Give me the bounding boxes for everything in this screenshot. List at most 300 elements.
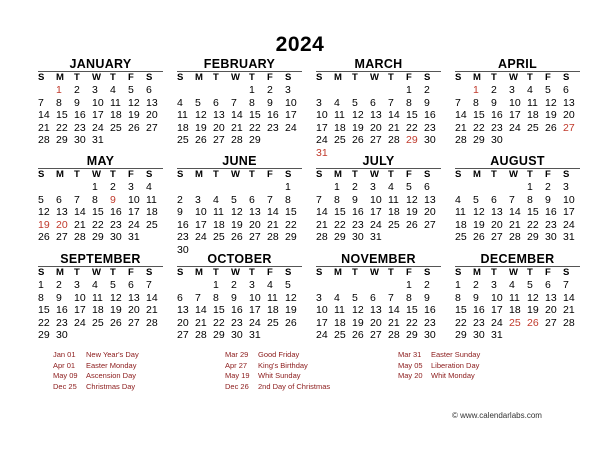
day-cell: 18 [177, 121, 189, 134]
holiday-item [225, 361, 330, 372]
weekday-label: S [38, 169, 45, 180]
day-cell: 31 [563, 231, 575, 243]
day-cell: 24 [316, 329, 328, 341]
day-grid [38, 279, 163, 342]
day-cell: 23 [110, 218, 122, 231]
day-cell: 15 [285, 206, 297, 218]
empty-cell [177, 181, 195, 194]
day-cell: 1 [473, 84, 479, 96]
day-cell: 6 [146, 84, 152, 96]
day-cell: 18 [92, 304, 104, 316]
day-cell: 29 [249, 134, 261, 146]
day-cell: 4 [388, 181, 394, 193]
weekday-label: F [128, 267, 134, 278]
day-cell: 1 [56, 84, 62, 96]
day-cell: 14 [195, 304, 207, 316]
day-cell: 16 [352, 206, 364, 218]
day-cell: 4 [509, 279, 515, 291]
day-cell: 30 [352, 231, 364, 243]
holiday-date: Mar 29 [225, 350, 249, 359]
day-cell: 27 [370, 329, 382, 341]
day-cell: 9 [267, 96, 273, 109]
day-cell: 9 [424, 291, 430, 304]
day-cell: 28 [74, 231, 86, 243]
month-december [455, 252, 580, 342]
holiday-date: Jan 01 [53, 350, 76, 359]
day-cell: 11 [527, 96, 538, 109]
holiday-item [225, 371, 330, 382]
day-cell: 24 [74, 316, 86, 329]
holiday-date: May 05 [398, 360, 423, 370]
day-cell: 8 [527, 193, 533, 206]
day-cell: 21 [316, 218, 328, 231]
month-name: JULY [362, 154, 395, 168]
day-cell: 28 [316, 231, 328, 243]
day-cell: 20 [370, 316, 382, 329]
day-cell: 19 [406, 206, 418, 218]
empty-cell [213, 84, 231, 97]
weekday-label: T [74, 267, 80, 278]
day-cell: 17 [370, 206, 382, 218]
day-cell: 22 [285, 218, 297, 231]
day-cell: 3 [92, 84, 98, 96]
day-cell: 12 [38, 206, 50, 218]
day-cell: 30 [424, 329, 436, 341]
empty-cell [231, 181, 249, 194]
weekday-header [316, 169, 441, 181]
holiday-date: Apr 27 [225, 360, 248, 370]
day-cell: 13 [370, 109, 382, 121]
weekday-label: T [110, 169, 116, 180]
day-cell: 29 [527, 231, 539, 243]
weekday-label: F [406, 169, 412, 180]
day-cell: 14 [563, 291, 575, 304]
weekday-label: W [92, 72, 101, 83]
day-cell: 13 [213, 109, 225, 121]
day-cell: 16 [267, 109, 279, 121]
day-cell: 10 [563, 193, 575, 206]
day-cell: 6 [424, 181, 430, 193]
empty-cell [74, 181, 92, 194]
day-cell: 5 [38, 193, 44, 206]
day-cell: 4 [146, 181, 152, 193]
day-cell: 16 [74, 109, 86, 121]
month-name: MARCH [354, 57, 403, 71]
day-cell: 23 [74, 121, 86, 134]
day-cell: 3 [195, 193, 201, 206]
day-cell: 21 [509, 218, 521, 231]
day-cell: 22 [455, 316, 467, 329]
weekday-label: S [285, 267, 292, 278]
day-cell: 25 [177, 134, 189, 146]
day-cell: 23 [424, 316, 436, 329]
weekday-header [316, 267, 441, 279]
empty-cell [56, 181, 74, 194]
day-cell: 19 [231, 218, 243, 231]
holiday-date: Apr 01 [53, 360, 76, 370]
day-cell: 27 [370, 134, 382, 146]
day-cell: 24 [92, 121, 104, 134]
day-cell: 3 [285, 84, 291, 96]
day-cell: 21 [146, 304, 158, 316]
month-september [38, 252, 163, 342]
day-cell: 21 [74, 218, 86, 231]
day-cell: 29 [92, 231, 104, 243]
day-cell: 18 [334, 121, 346, 134]
day-cell: 14 [146, 291, 158, 304]
day-cell: 30 [231, 329, 243, 341]
day-cell: 21 [455, 121, 467, 134]
day-cell: 20 [213, 121, 225, 134]
day-cell: 2 [473, 279, 479, 291]
empty-cell [195, 181, 213, 194]
day-cell: 13 [545, 291, 557, 304]
day-cell: 30 [545, 231, 557, 243]
day-cell: 7 [455, 96, 461, 109]
holiday-date: Dec 25 [53, 381, 77, 391]
day-cell: 12 [195, 109, 207, 121]
day-cell: 15 [249, 109, 261, 121]
month-april [455, 57, 580, 147]
day-cell: 8 [406, 291, 412, 304]
day-cell: 4 [213, 193, 219, 206]
weekday-header [455, 267, 580, 279]
day-cell: 14 [38, 109, 50, 121]
weekday-label: W [509, 72, 518, 83]
month-name: DECEMBER [480, 252, 555, 266]
day-grid [177, 181, 302, 256]
day-cell: 1 [38, 279, 44, 291]
day-cell: 25 [334, 329, 346, 341]
day-cell: 8 [285, 193, 291, 206]
weekday-label: S [316, 267, 323, 278]
day-cell: 8 [249, 96, 255, 109]
day-cell: 23 [231, 316, 243, 329]
day-cell: 14 [74, 206, 86, 218]
day-cell: 26 [110, 316, 122, 329]
day-cell: 6 [545, 279, 551, 291]
weekday-label: T [352, 72, 358, 83]
empty-cell [334, 279, 352, 292]
day-cell: 21 [231, 121, 243, 134]
day-cell: 31 [491, 329, 503, 341]
day-cell: 1 [334, 181, 340, 193]
weekday-header [38, 72, 163, 84]
day-cell: 14 [388, 304, 400, 316]
day-cell: 20 [56, 218, 68, 231]
day-cell: 4 [177, 96, 183, 109]
day-cell: 25 [92, 316, 104, 329]
empty-cell [352, 84, 370, 97]
day-cell: 15 [334, 206, 346, 218]
day-cell: 23 [545, 218, 557, 231]
day-cell: 26 [128, 121, 140, 134]
day-cell: 27 [146, 121, 158, 134]
day-cell: 28 [388, 329, 400, 341]
day-cell: 22 [527, 218, 539, 231]
weekday-label: F [545, 267, 551, 278]
day-grid [455, 279, 580, 342]
day-cell: 9 [231, 291, 237, 304]
day-cell: 22 [92, 218, 104, 231]
day-cell: 4 [527, 84, 533, 96]
day-cell: 22 [249, 121, 261, 134]
day-cell: 16 [545, 206, 557, 218]
holiday-name: Whit Sunday [258, 371, 301, 380]
day-cell: 30 [491, 134, 503, 146]
day-cell: 24 [563, 218, 575, 231]
day-cell: 16 [110, 206, 122, 218]
weekday-label: M [473, 169, 481, 180]
day-cell: 11 [509, 291, 520, 304]
day-cell: 11 [146, 193, 157, 206]
day-cell: 26 [473, 231, 485, 243]
day-cell: 27 [56, 231, 68, 243]
weekday-label: S [38, 267, 45, 278]
day-cell: 13 [563, 96, 575, 109]
day-cell: 29 [455, 329, 467, 341]
day-grid [177, 279, 302, 342]
day-grid [316, 181, 441, 244]
day-cell: 26 [285, 316, 297, 329]
day-cell: 1 [92, 181, 98, 193]
empty-cell [195, 279, 213, 292]
weekday-label: W [509, 169, 518, 180]
month-name: OCTOBER [207, 252, 272, 266]
day-cell: 14 [316, 206, 328, 218]
weekday-header [38, 267, 163, 279]
day-cell: 19 [473, 218, 485, 231]
weekday-label: T [249, 72, 255, 83]
day-cell: 24 [509, 121, 521, 134]
day-cell: 23 [177, 231, 189, 243]
holiday-item [225, 382, 330, 393]
day-cell: 28 [563, 316, 575, 329]
day-cell: 7 [563, 279, 569, 291]
day-cell: 14 [509, 206, 521, 218]
day-cell: 5 [128, 84, 134, 96]
day-cell: 31 [92, 134, 104, 146]
day-cell: 10 [370, 193, 382, 206]
day-grid [316, 279, 441, 342]
month-june [177, 154, 302, 256]
day-cell: 29 [406, 329, 418, 341]
holiday-date: Mar 31 [398, 350, 422, 359]
weekday-header [455, 169, 580, 181]
day-cell: 7 [316, 193, 322, 206]
day-cell: 1 [527, 181, 533, 193]
day-cell: 11 [110, 96, 121, 109]
day-cell: 19 [545, 109, 557, 121]
weekday-label: F [267, 169, 273, 180]
day-cell: 23 [473, 316, 485, 329]
day-cell: 26 [38, 231, 50, 243]
day-cell: 8 [334, 193, 340, 206]
day-cell: 12 [406, 193, 418, 206]
day-cell: 13 [491, 206, 503, 218]
month-name: SEPTEMBER [60, 252, 141, 266]
day-cell: 19 [128, 109, 140, 121]
day-cell: 30 [177, 243, 189, 256]
weekday-label: W [231, 169, 240, 180]
day-cell: 7 [195, 291, 201, 304]
holiday-name: Easter Sunday [431, 350, 481, 359]
weekday-label: S [455, 267, 462, 278]
day-cell: 29 [334, 231, 346, 243]
weekday-label: S [177, 72, 184, 83]
day-cell: 24 [316, 134, 328, 146]
day-cell: 8 [92, 193, 98, 206]
empty-cell [316, 181, 334, 194]
day-cell: 19 [352, 121, 364, 134]
day-cell: 20 [146, 109, 158, 121]
day-grid [455, 181, 580, 244]
empty-cell [352, 279, 370, 292]
day-cell: 20 [370, 121, 382, 134]
day-cell: 8 [473, 96, 479, 109]
day-cell: 5 [352, 291, 358, 304]
day-cell: 17 [316, 316, 328, 329]
day-cell: 15 [455, 304, 467, 316]
day-grid [455, 84, 580, 147]
empty-cell [177, 279, 195, 292]
day-cell: 22 [56, 121, 68, 134]
empty-cell [316, 279, 334, 292]
month-march [316, 57, 441, 159]
day-cell: 7 [388, 96, 394, 109]
day-cell: 13 [128, 291, 140, 304]
day-cell: 9 [491, 96, 497, 109]
day-cell: 6 [177, 291, 183, 304]
day-cell: 4 [110, 84, 116, 96]
day-cell: 17 [509, 109, 521, 121]
day-cell: 1 [406, 84, 412, 96]
day-cell: 5 [285, 279, 291, 291]
day-cell: 20 [563, 109, 575, 121]
day-cell: 7 [509, 193, 515, 206]
day-cell: 16 [56, 304, 68, 316]
holiday-date: May 20 [398, 371, 423, 380]
day-cell: 28 [267, 231, 279, 243]
day-cell: 7 [231, 96, 237, 109]
holiday-column [398, 350, 480, 382]
day-cell: 31 [316, 146, 328, 159]
day-cell: 10 [491, 291, 503, 304]
day-cell: 1 [285, 181, 291, 193]
day-cell: 27 [249, 231, 261, 243]
weekday-header [455, 72, 580, 84]
day-cell: 12 [128, 96, 140, 109]
day-cell: 13 [370, 304, 382, 316]
day-cell: 2 [74, 84, 80, 96]
day-cell: 16 [424, 109, 436, 121]
empty-cell [316, 84, 334, 97]
holiday-name: King's Birthday [258, 360, 308, 370]
weekday-label: M [56, 72, 64, 83]
day-cell: 3 [128, 181, 134, 193]
day-cell: 9 [545, 193, 551, 206]
month-july [316, 154, 441, 244]
day-cell: 13 [56, 206, 68, 218]
day-cell: 16 [424, 304, 436, 316]
empty-cell [388, 84, 406, 97]
day-cell: 20 [491, 218, 503, 231]
holiday-name: 2nd Day of Christmas [258, 381, 331, 391]
day-cell: 7 [267, 193, 273, 206]
weekday-label: W [231, 72, 240, 83]
weekday-label: M [473, 72, 481, 83]
day-cell: 15 [213, 304, 225, 316]
day-cell: 1 [406, 279, 412, 291]
day-cell: 5 [545, 84, 551, 96]
weekday-label: M [195, 72, 203, 83]
holiday-item [398, 350, 480, 361]
month-name: AUGUST [490, 154, 545, 168]
weekday-label: W [509, 267, 518, 278]
day-cell: 8 [213, 291, 219, 304]
day-cell: 14 [388, 109, 400, 121]
day-cell: 23 [267, 121, 279, 134]
day-cell: 27 [128, 316, 140, 329]
weekday-label: T [388, 267, 394, 278]
day-cell: 10 [195, 206, 207, 218]
day-cell: 1 [213, 279, 219, 291]
empty-cell [473, 181, 491, 194]
day-cell: 2 [545, 181, 551, 193]
day-cell: 25 [388, 218, 400, 231]
day-cell: 25 [334, 134, 346, 146]
empty-cell [455, 84, 473, 97]
day-cell: 20 [424, 206, 436, 218]
day-cell: 23 [56, 316, 68, 329]
day-cell: 28 [146, 316, 158, 329]
weekday-label: S [424, 72, 431, 83]
weekday-label: T [74, 72, 80, 83]
day-cell: 16 [491, 109, 503, 121]
weekday-label: T [352, 169, 358, 180]
day-cell: 27 [563, 121, 575, 134]
day-cell: 25 [213, 231, 225, 243]
day-cell: 20 [249, 218, 261, 231]
day-cell: 5 [110, 279, 116, 291]
weekday-label: F [406, 72, 412, 83]
holiday-date: May 19 [225, 371, 250, 380]
weekday-label: T [110, 72, 116, 83]
day-cell: 6 [370, 96, 376, 109]
day-cell: 9 [177, 206, 183, 218]
day-cell: 10 [74, 291, 86, 304]
holiday-name: Liberation Day [431, 360, 480, 370]
day-cell: 25 [527, 121, 539, 134]
month-november [316, 252, 441, 342]
day-cell: 14 [231, 109, 243, 121]
holiday-item [53, 382, 139, 393]
weekday-label: S [563, 169, 570, 180]
day-cell: 2 [267, 84, 273, 96]
weekday-label: M [195, 267, 203, 278]
day-cell: 29 [56, 134, 68, 146]
day-cell: 20 [128, 304, 140, 316]
day-cell: 8 [406, 96, 412, 109]
empty-cell [195, 84, 213, 97]
weekday-header [38, 169, 163, 181]
day-cell: 6 [370, 291, 376, 304]
day-cell: 2 [491, 84, 497, 96]
weekday-label: S [563, 72, 570, 83]
empty-cell [267, 181, 285, 194]
day-cell: 28 [509, 231, 521, 243]
empty-cell [455, 181, 473, 194]
